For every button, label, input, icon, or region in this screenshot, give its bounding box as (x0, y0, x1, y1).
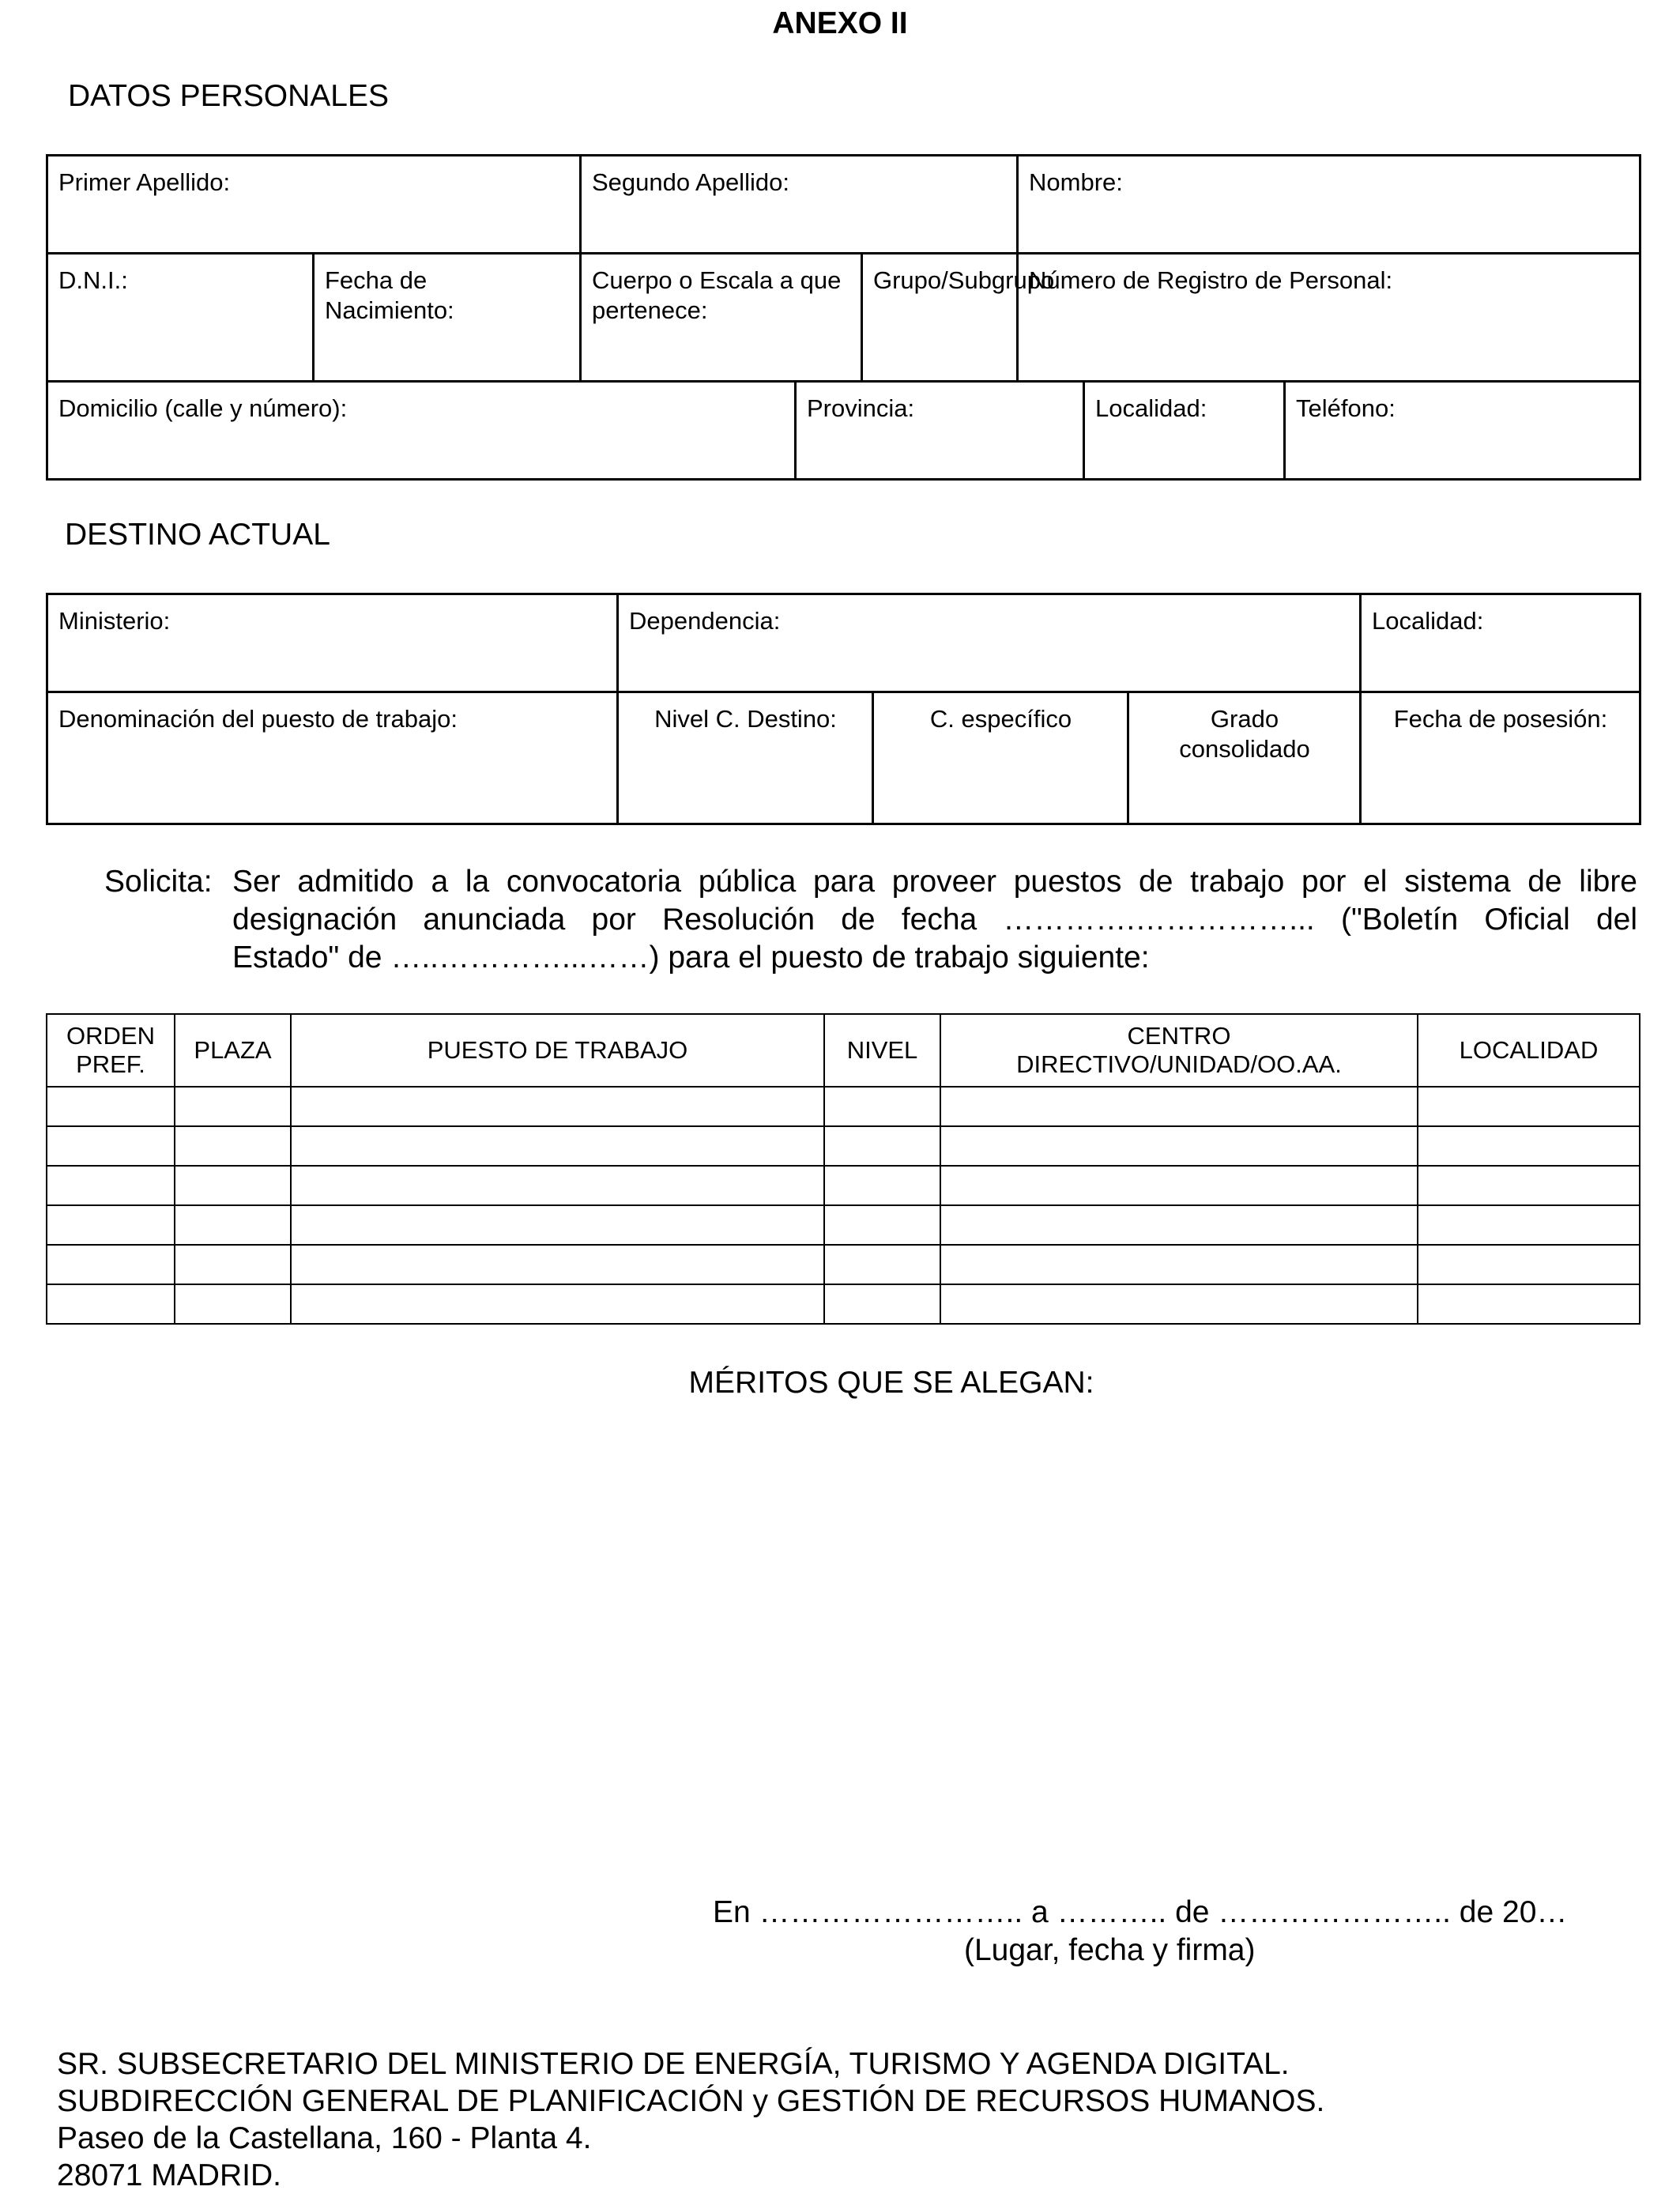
table-cell[interactable] (47, 1166, 175, 1205)
table-cell[interactable] (175, 1087, 291, 1126)
solicita-label: Solicita: (104, 865, 213, 899)
table-cell[interactable] (291, 1245, 824, 1284)
denominacion-puesto-label: Denominación del puesto de trabajo: (58, 705, 458, 733)
header-orden-pref (47, 1014, 175, 1087)
fecha-nacimiento-label-2: Nacimiento: (325, 296, 454, 324)
datos-row-nombre (47, 156, 1640, 254)
complemento-especifico-field[interactable] (873, 692, 1128, 824)
meritos-area[interactable] (46, 1415, 1639, 1873)
grado-consolidado-label-1: Grado (1210, 705, 1279, 733)
table-cell[interactable] (1418, 1087, 1640, 1126)
lugar-fecha-caption: (Lugar, fecha y firma) (964, 1933, 1256, 1967)
header-nivel: NIVEL (824, 1014, 940, 1087)
table-cell[interactable] (175, 1245, 291, 1284)
fecha-posesion-field[interactable] (1361, 692, 1640, 824)
dni-field[interactable] (47, 254, 314, 382)
dni-label: D.N.I.: (58, 266, 128, 294)
table-cell[interactable] (291, 1284, 824, 1324)
primer-apellido-label: Primer Apellido: (58, 168, 231, 196)
fecha-posesion-label: Fecha de posesión: (1393, 705, 1608, 733)
destino-localidad-label: Localidad: (1372, 607, 1484, 635)
table-row (47, 1245, 1640, 1284)
table-cell[interactable] (47, 1205, 175, 1245)
table-cell[interactable] (1418, 1284, 1640, 1324)
destinatario-line-3: Paseo de la Castellana, 160 - Planta 4. (57, 2121, 592, 2155)
complemento-especifico-label: C. específico (929, 705, 1072, 733)
table-cell[interactable] (824, 1166, 940, 1205)
provincia-field[interactable] (796, 382, 1084, 480)
nivel-destino-field[interactable] (618, 692, 873, 824)
destino-row-ministerio (47, 594, 1640, 692)
table-cell[interactable] (1418, 1166, 1640, 1205)
cuerpo-escala-label-1: Cuerpo o Escala a que (592, 266, 842, 294)
table-cell[interactable] (824, 1284, 940, 1324)
destinatario-line-2: SUBDIRECCIÓN GENERAL DE PLANIFICACIÓN y GESTIÓN DE RECURSOS HUMANOS. (57, 2084, 1325, 2118)
lugar-fecha-line: En …………………….. a ……….. de ………………….. de 20… (713, 1895, 1568, 1929)
header-localidad: LOCALIDAD (1418, 1014, 1640, 1087)
destino-actual-heading: DESTINO ACTUAL (65, 518, 330, 552)
table-cell[interactable] (175, 1166, 291, 1205)
header-puesto-trabajo: PUESTO DE TRABAJO (291, 1014, 824, 1087)
table-cell[interactable] (47, 1245, 175, 1284)
solicita-line-3: Estado" de …..…………...……) para el puesto de trabajo siguiente: (232, 941, 1150, 974)
grado-consolidado-field[interactable] (1128, 692, 1361, 824)
table-row (47, 1166, 1640, 1205)
ministerio-label: Ministerio: (58, 607, 171, 635)
table-cell[interactable] (47, 1087, 175, 1126)
table-cell[interactable] (291, 1126, 824, 1166)
table-cell[interactable] (824, 1087, 940, 1126)
fecha-nacimiento-field[interactable] (314, 254, 581, 382)
segundo-apellido-label: Segundo Apellido: (592, 168, 789, 196)
nombre-label: Nombre: (1029, 168, 1123, 196)
document-title: ANEXO II (772, 6, 908, 40)
table-cell[interactable] (47, 1126, 175, 1166)
segundo-apellido-field[interactable] (581, 156, 1018, 254)
header-centro-line-2: DIRECTIVO/UNIDAD/OO.AA. (1016, 1050, 1342, 1078)
table-cell[interactable] (175, 1205, 291, 1245)
datos-personales-heading: DATOS PERSONALES (68, 79, 390, 113)
table-cell[interactable] (940, 1126, 1418, 1166)
table-cell[interactable] (940, 1087, 1418, 1126)
table-cell[interactable] (175, 1126, 291, 1166)
datos-row-dni (47, 254, 1640, 382)
header-orden-line-1: ORDEN (66, 1022, 155, 1050)
table-cell[interactable] (940, 1166, 1418, 1205)
table-cell[interactable] (291, 1205, 824, 1245)
table-cell[interactable] (1418, 1205, 1640, 1245)
header-centro-directivo (940, 1014, 1418, 1087)
datos-personales-table (46, 154, 1641, 481)
table-cell[interactable] (940, 1245, 1418, 1284)
puestos-table (46, 1013, 1640, 1325)
table-cell[interactable] (291, 1166, 824, 1205)
dependencia-label: Dependencia: (629, 607, 781, 635)
header-centro-line-1: CENTRO (1127, 1022, 1231, 1050)
cuerpo-escala-label-2: pertenece: (592, 296, 708, 324)
table-cell[interactable] (1418, 1245, 1640, 1284)
denominacion-puesto-field[interactable] (47, 692, 618, 824)
dependencia-field[interactable] (618, 594, 1361, 692)
fecha-nacimiento-label-1: Fecha de (325, 266, 428, 294)
table-row (47, 1087, 1640, 1126)
table-cell[interactable] (47, 1284, 175, 1324)
primer-apellido-field[interactable] (47, 156, 581, 254)
table-cell[interactable] (291, 1087, 824, 1126)
table-cell[interactable] (940, 1284, 1418, 1324)
table-cell[interactable] (824, 1205, 940, 1245)
table-cell[interactable] (1418, 1126, 1640, 1166)
table-cell[interactable] (940, 1205, 1418, 1245)
table-cell[interactable] (824, 1245, 940, 1284)
table-row (47, 1284, 1640, 1324)
grupo-subgrupo-field[interactable] (862, 254, 1055, 382)
table-cell[interactable] (824, 1126, 940, 1166)
provincia-label: Provincia: (807, 394, 915, 422)
datos-row-domicilio (47, 382, 1640, 480)
localidad-field[interactable] (1084, 382, 1285, 480)
grupo-subgrupo-label: Grupo/Subgrupo (873, 266, 1055, 294)
nombre-field[interactable] (1018, 156, 1640, 254)
nivel-destino-label: Nivel C. Destino: (654, 705, 837, 733)
header-plaza: PLAZA (175, 1014, 291, 1087)
cuerpo-escala-field[interactable] (581, 254, 862, 382)
header-orden-line-2: PREF. (76, 1050, 145, 1078)
grado-consolidado-label-2: consolidado (1179, 735, 1310, 763)
registro-personal-label: Número de Registro de Personal: (1029, 266, 1393, 294)
localidad-label: Localidad: (1095, 394, 1207, 422)
destinatario-line-4: 28071 MADRID. (57, 2158, 281, 2192)
puestos-header-row (47, 1014, 1640, 1087)
table-cell[interactable] (175, 1284, 291, 1324)
destinatario-line-1: SR. SUBSECRETARIO DEL MINISTERIO DE ENERGÍA, TURISMO Y AGENDA DIGITAL. (57, 2047, 1290, 2081)
telefono-label: Teléfono: (1296, 394, 1396, 422)
ministerio-field[interactable] (47, 594, 618, 692)
destino-row-puesto (47, 692, 1640, 824)
domicilio-label: Domicilio (calle y número): (58, 394, 348, 422)
telefono-field[interactable] (1285, 382, 1640, 480)
destino-actual-table (46, 593, 1641, 825)
meritos-heading: MÉRITOS QUE SE ALEGAN: (688, 1366, 1094, 1400)
domicilio-field[interactable] (47, 382, 796, 480)
solicita-line-2: designación anunciada por Resolución de fecha ………….……………... ("Boletín Oficial del (232, 903, 1637, 937)
table-row (47, 1126, 1640, 1166)
solicita-line-1: Ser admitido a la convocatoria pública para proveer puestos de trabajo por el sistema de libre (232, 865, 1637, 899)
table-row (47, 1205, 1640, 1245)
registro-personal-field[interactable] (1018, 254, 1640, 382)
destino-localidad-field[interactable] (1361, 594, 1640, 692)
